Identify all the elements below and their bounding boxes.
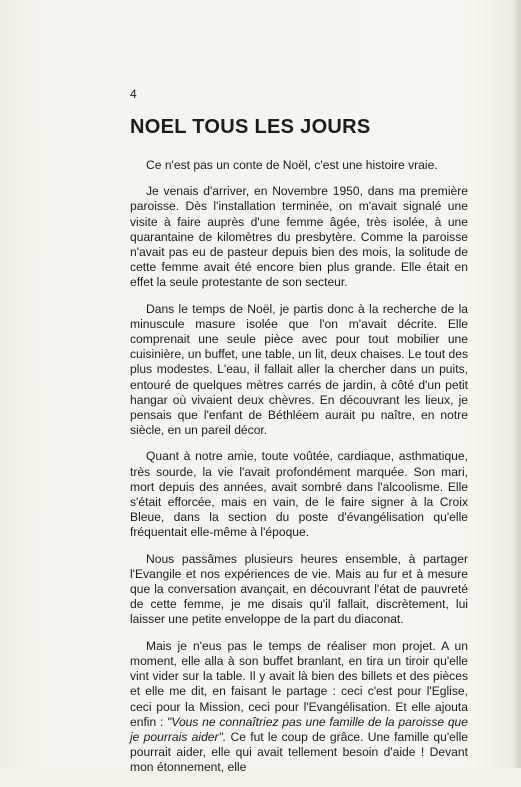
page-edge-shadow <box>515 0 521 768</box>
article-body <box>130 158 468 787</box>
paragraph-4: Quant à notre amie, toute voûtée, cardiaque, asthmatique, très sourde, la vie l'avait profondément marquée. Son mari, mort depuis des années, avait sombré dans l'alcoolisme. Elle s'était efforcée, mais en vain, de le faire signer à la Croix Bleue, dans la section du poste d'évangélisation qu'elle fréquentait elle-même à l'époque. <box>130 449 468 540</box>
paragraph-3: Dans le temps de Noël, je partis donc à la recherche de la minuscule masure isolée que l'on m'avait décrite. Elle comprenait une seule pièce avec pour tout mobilier une cuisinière, un buffet, une table, un lit, deux chaises. Le tout des plus modestes. L'eau, il fallait aller la chercher dans un puits, entouré de quelques mètres carrés de jardin, à côté d'un petit hangar où vivaient deux chèvres. En découvrant les lieux, je pensais que l'enfant de Béthléem aurait pu naître, en notre siècle, en un pareil décor. <box>130 301 468 438</box>
paragraph-6 <box>130 639 468 776</box>
paragraph-6-text-end: Ce fut le coup de grâce. Une famille qu'elle pourrait aider, elle qui avait tellement besoin d'aide ! Devant mon étonnement, elle <box>130 729 468 775</box>
paragraph-6-quote: "Vous ne connaîtriez pas une famille de la paroisse que je pourrais aider". <box>130 714 468 744</box>
page-number: 4 <box>130 87 137 101</box>
paragraph-5: Nous passâmes plusieurs heures ensemble, à partager l'Evangile et nos expériences de vie. Mais au fur et à mesure que la conversation avançait, en découvrant l'état de pauvreté de cette femme, je me disais qu'il fallait, discrètement, lui laisser une petite enveloppe de la part du diaconat. <box>130 551 468 627</box>
paragraph-6-text-start: Mais je n'eus pas le temps de réaliser mon projet. A un moment, elle alla à son buffet branlant, en tira un tiroir qu'elle vint vider sur la table. Il y avait là bien des billets et des pièces et elle me dit, en faisant le partage : ceci c'est pour l'Eglise, ceci pour la Mission, ceci pour l'Evangélisation. Et elle ajouta enfin : <box>130 638 468 729</box>
paragraph-1: Ce n'est pas un conte de Noël, c'est une histoire vraie. <box>146 158 438 172</box>
paragraph-2: Je venais d'arriver, en Novembre 1950, dans ma première paroisse. Dès l'installation terminée, on m'avait signalé une visite à faire auprès d'une femme âgée, très isolée, à une quarantaine de kilomètres du presbytère. Comme la paroisse n'avait pas eu de pasteur depuis bien des mois, la solitude de cette femme avait été encore bien plus grande. Elle était en effet la seule protestante de son secteur. <box>130 184 468 290</box>
page-title: NOEL TOUS LES JOURS <box>130 116 371 138</box>
